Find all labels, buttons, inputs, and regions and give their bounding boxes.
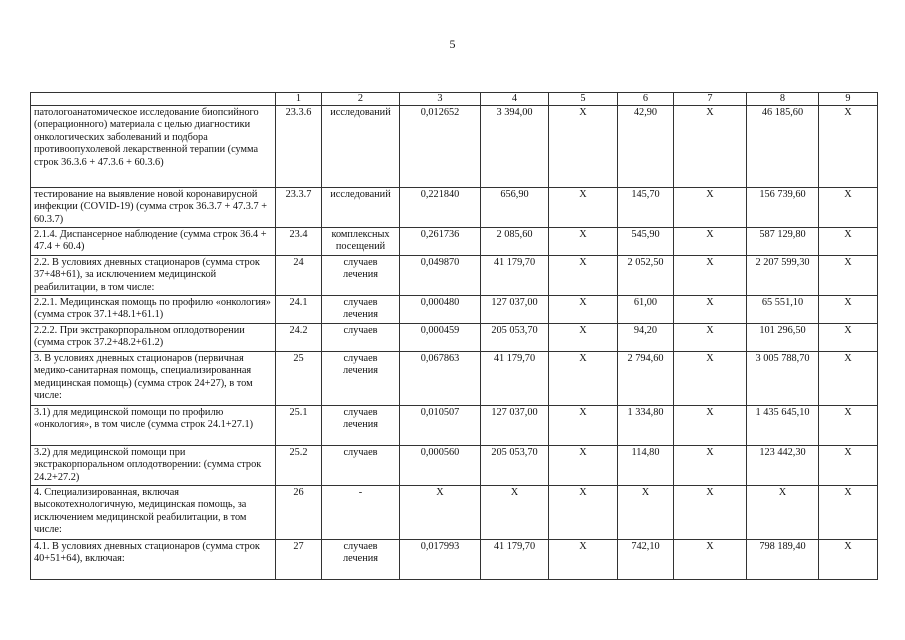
unit: исследований	[322, 106, 400, 188]
norm-cost: 656,90	[481, 188, 549, 228]
norm-volume: 0,261736	[400, 228, 481, 256]
column-header: 6	[618, 93, 674, 106]
cell-col8: 587 129,80	[747, 228, 819, 256]
norm-cost: 205 053,70	[481, 324, 549, 352]
table-row	[31, 446, 878, 486]
cell-col6: 2 052,50	[618, 256, 674, 296]
row-code: 26	[276, 486, 322, 540]
cell-col6: 2 794,60	[618, 352, 674, 406]
column-header: 9	[819, 93, 878, 106]
cell-col6: X	[618, 486, 674, 540]
cell-col5: X	[549, 296, 618, 324]
cell-col5: X	[549, 352, 618, 406]
norm-volume: 0,221840	[400, 188, 481, 228]
table-row	[31, 486, 878, 540]
norm-cost: 41 179,70	[481, 352, 549, 406]
norm-volume: 0,017993	[400, 540, 481, 580]
cell-col5: X	[549, 188, 618, 228]
cell-col5: X	[549, 446, 618, 486]
cell-col5: X	[549, 228, 618, 256]
cell-col8: 3 005 788,70	[747, 352, 819, 406]
page-number: 5	[449, 37, 456, 51]
norm-cost: 41 179,70	[481, 256, 549, 296]
unit: случаев лечения	[322, 352, 400, 406]
row-label: тестирование на выявление новой коронавирусной инфекции (COVID-19) (сумма строк 36.3.7 + 47.3.7 + 60.3.7)	[31, 188, 276, 228]
norm-volume: 0,067863	[400, 352, 481, 406]
column-header: 1	[276, 93, 322, 106]
cell-col9: X	[819, 540, 878, 580]
row-label: 2.2. В условиях дневных стационаров (сумма строк 37+48+61), за исключением медицинской реабилитации, в том числе:	[31, 256, 276, 296]
cell-col9: X	[819, 324, 878, 352]
column-header: 8	[747, 93, 819, 106]
cell-col6: 145,70	[618, 188, 674, 228]
column-header: 2	[322, 93, 400, 106]
row-code: 23.3.7	[276, 188, 322, 228]
table-row	[31, 106, 878, 188]
cell-col5: X	[549, 406, 618, 446]
table-row	[31, 352, 878, 406]
unit: случаев лечения	[322, 256, 400, 296]
unit: случаев лечения	[322, 540, 400, 580]
cell-col9: X	[819, 228, 878, 256]
cell-col7: X	[674, 188, 747, 228]
row-code: 23.3.6	[276, 106, 322, 188]
norm-volume: 0,000560	[400, 446, 481, 486]
cell-col6: 1 334,80	[618, 406, 674, 446]
cell-col5: X	[549, 540, 618, 580]
cell-col6: 742,10	[618, 540, 674, 580]
row-code: 24.1	[276, 296, 322, 324]
norm-cost: 127 037,00	[481, 406, 549, 446]
norm-volume: 0,012652	[400, 106, 481, 188]
cell-col5: X	[549, 324, 618, 352]
cell-col7: X	[674, 446, 747, 486]
row-label: 3. В условиях дневных стационаров (первичная медико-санитарная помощь, специализированная медицинская помощь) (сумма строк 24+27), в том числе:	[31, 352, 276, 406]
cell-col5: X	[549, 256, 618, 296]
cell-col7: X	[674, 324, 747, 352]
cell-col9: X	[819, 406, 878, 446]
cell-col8: 101 296,50	[747, 324, 819, 352]
row-label: 3.2) для медицинской помощи при экстракорпоральном оплодотворении: (сумма строк 24.2+27.2)	[31, 446, 276, 486]
row-code: 25.1	[276, 406, 322, 446]
norm-cost: 205 053,70	[481, 446, 549, 486]
cell-col7: X	[674, 486, 747, 540]
row-label: патологоанатомическое исследование биопсийного (операционного) материала с целью диагностики онкологических заболеваний и подбора противоопухолевой лекарственной терапии (сумма строк 36.3.6 + 47.3.6 + 60.3.6)	[31, 106, 276, 188]
row-label: 3.1) для медицинской помощи по профилю «онкология», в том числе (сумма строк 24.1+27.1)	[31, 406, 276, 446]
row-label: 2.2.2. При экстракорпоральном оплодотворении (сумма строк 37.2+48.2+61.2)	[31, 324, 276, 352]
norm-volume: 0,000459	[400, 324, 481, 352]
table-row	[31, 228, 878, 256]
unit: случаев лечения	[322, 406, 400, 446]
norm-volume: 0,010507	[400, 406, 481, 446]
cell-col7: X	[674, 106, 747, 188]
unit: -	[322, 486, 400, 540]
data-table	[30, 92, 878, 580]
norm-volume: 0,000480	[400, 296, 481, 324]
row-code: 24.2	[276, 324, 322, 352]
cell-col5: X	[549, 106, 618, 188]
cell-col8: 123 442,30	[747, 446, 819, 486]
cell-col8: 2 207 599,30	[747, 256, 819, 296]
cell-col8: 65 551,10	[747, 296, 819, 324]
column-header	[31, 93, 276, 106]
cell-col7: X	[674, 228, 747, 256]
cell-col6: 114,80	[618, 446, 674, 486]
row-code: 25.2	[276, 446, 322, 486]
cell-col7: X	[674, 540, 747, 580]
norm-cost: X	[481, 486, 549, 540]
cell-col8: 156 739,60	[747, 188, 819, 228]
cell-col9: X	[819, 188, 878, 228]
unit: комплексных посещений	[322, 228, 400, 256]
cell-col7: X	[674, 352, 747, 406]
cell-col9: X	[819, 352, 878, 406]
unit: случаев	[322, 324, 400, 352]
cell-col9: X	[819, 256, 878, 296]
cell-col8: 798 189,40	[747, 540, 819, 580]
cell-col9: X	[819, 296, 878, 324]
column-header: 3	[400, 93, 481, 106]
norm-volume: 0,049870	[400, 256, 481, 296]
cell-col8: 46 185,60	[747, 106, 819, 188]
cell-col7: X	[674, 256, 747, 296]
cell-col6: 61,00	[618, 296, 674, 324]
table-row	[31, 256, 878, 296]
norm-volume: X	[400, 486, 481, 540]
row-code: 27	[276, 540, 322, 580]
table-row	[31, 188, 878, 228]
norm-cost: 127 037,00	[481, 296, 549, 324]
unit: случаев	[322, 446, 400, 486]
column-header: 7	[674, 93, 747, 106]
table-row	[31, 324, 878, 352]
row-label: 2.2.1. Медицинская помощь по профилю «онкология» (сумма строк 37.1+48.1+61.1)	[31, 296, 276, 324]
cell-col8: X	[747, 486, 819, 540]
norm-cost: 3 394,00	[481, 106, 549, 188]
table-row	[31, 540, 878, 580]
column-number-row	[31, 93, 878, 106]
cell-col9: X	[819, 486, 878, 540]
cell-col9: X	[819, 106, 878, 188]
norm-cost: 2 085,60	[481, 228, 549, 256]
cell-col7: X	[674, 406, 747, 446]
cell-col6: 545,90	[618, 228, 674, 256]
unit: случаев лечения	[322, 296, 400, 324]
row-label: 4. Специализированная, включая высокотехнологичную, медицинская помощь, за исключением медицинской реабилитации, в том числе:	[31, 486, 276, 540]
row-code: 25	[276, 352, 322, 406]
column-header: 5	[549, 93, 618, 106]
row-code: 24	[276, 256, 322, 296]
table-row	[31, 296, 878, 324]
row-code: 23.4	[276, 228, 322, 256]
unit: исследований	[322, 188, 400, 228]
row-label: 4.1. В условиях дневных стационаров (сумма строк 40+51+64), включая:	[31, 540, 276, 580]
column-header: 4	[481, 93, 549, 106]
cell-col6: 42,90	[618, 106, 674, 188]
cell-col5: X	[549, 486, 618, 540]
cell-col7: X	[674, 296, 747, 324]
cell-col9: X	[819, 446, 878, 486]
norm-cost: 41 179,70	[481, 540, 549, 580]
row-label: 2.1.4. Диспансерное наблюдение (сумма строк 36.4 + 47.4 + 60.4)	[31, 228, 276, 256]
cell-col6: 94,20	[618, 324, 674, 352]
table-row	[31, 406, 878, 446]
cell-col8: 1 435 645,10	[747, 406, 819, 446]
